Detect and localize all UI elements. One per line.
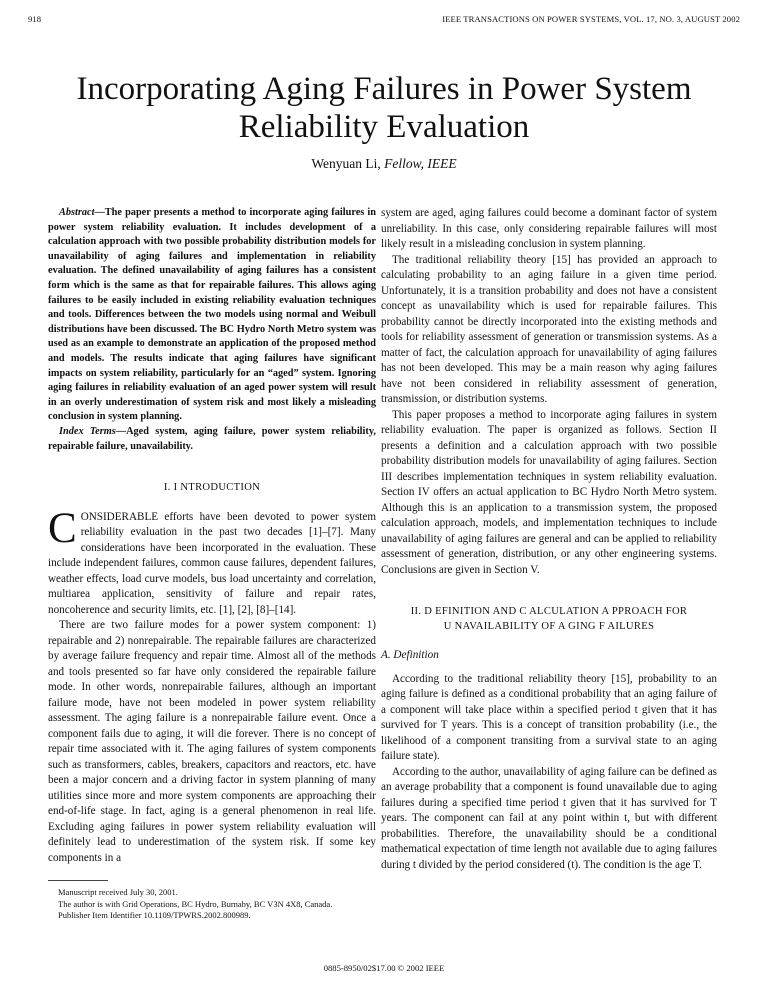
copyright-line: 0885-8950/02$17.00 © 2002 IEEE bbox=[323, 963, 445, 973]
intro-paragraph-3: The traditional reliability theory [15] has provided an approach to calculating probability to an aging failure in a given time period. Unfortunately, it is a transition probability and does not have a consistent concept as unavailability which is used for repairable failures. This probability cannot be directly incorporated into the existing methods and tools for reliability assessment of generation or transmission systems. As a matter of fact, the calculation approach for unavailability of aging failures has not been developed. This may be a main reason why aging failures have not been considered in reliability assessment of generation, transmission, or distribution systems. bbox=[381, 253, 717, 405]
section-heading-introduction: I. I NTRODUCTION bbox=[163, 482, 261, 494]
author-affiliation: Fellow, IEEE bbox=[384, 156, 457, 171]
intro-paragraph-4: This paper proposes a method to incorporate aging failures in system reliability evaluation. The paper is organized as follows. Section II presents a definition and a calculation approach with two possible probability distribution models for unavailability of aging failures. Section III describes implementation techniques in system reliability evaluation. Section IV offers an actual application to BC Hydro North Metro system. Although this is an application to a transmission system, the proposed calculation approach, models, and implementation techniques to include unavailability of aging failures are general and can be applied to reliability assessment of generation, distribution, or any other engineering systems. Conclusions are given in Section V. bbox=[381, 408, 717, 576]
title-line-1: Incorporating Aging Failures in Power System bbox=[76, 71, 692, 107]
section-2-heading-line-2: U NAVAILABILITY OF A GING F AILURES bbox=[443, 621, 655, 632]
paper-title bbox=[40, 70, 728, 146]
definition-paragraph-2: According to the author, unavailability of aging failure can be defined as an average probability that a component is found unavailable due to aging failures during a specified time period t given that it has survived for T years. The component can fail at any point within t, but with different probabilities. Therefore, the unavailability should be a conditional mathematical expectation of time length not available due to aging failures during t divided by the period considered (t). The condition is the age T. bbox=[381, 765, 717, 871]
abstract-text: —The paper presents a method to incorporate aging failures in power system reliability evaluation. It includes development of a calculation approach with two possible probability distribution models for unavailability of aging failures and implementation in reliability evaluation. The defined unavailability of aging failures has a consistent form which is the same as that for repairable failures. This allows aging failures to be easily included in existing reliability evaluation techniques and tools. Differences between the two models using normal and Weibull distributions have been discussed. The BC Hydro North Metro system was used as an example to demonstrate an application of the proposed method and models. The results indicate that aging failures have significant impacts on system reliability, particularly for an “aged” system. Ignoring aging failures in reliability evaluation of an aged power system will result in an overly underestimation of system risk and most likely a misleading conclusion in system planning. bbox=[48, 207, 376, 423]
title-line-2: Reliability Evaluation bbox=[238, 109, 530, 145]
author-line bbox=[0, 156, 768, 172]
abstract bbox=[48, 206, 376, 425]
drop-cap: C bbox=[48, 504, 77, 552]
abstract-lead: Abstract bbox=[59, 207, 95, 218]
author-name: Wenyuan Li, bbox=[311, 156, 385, 171]
definition-paragraph-1: According to the traditional reliability theory [15], probability to an aging failure is defined as a conditional probability that an aging failure of a component will take place within a specified period t given that it has survived for T years. This is a concept of transition probability (i.e., the likelihood of a component transiting from a survival state to an aging failure state). bbox=[381, 672, 717, 762]
footnote-manuscript: Manuscript received July 30, 2001. bbox=[58, 887, 178, 897]
subsection-heading-definition: A. Definition bbox=[381, 649, 439, 661]
footnotes bbox=[48, 880, 376, 922]
intro-paragraph-2-continued: system are aged, aging failures could become a dominant factor of system unreliability. In this case, only considering repairable failures will most likely result in a misleading conclusion in system planning. bbox=[381, 207, 717, 250]
left-column bbox=[48, 206, 376, 866]
journal-citation: IEEE TRANSACTIONS ON POWER SYSTEMS, VOL. 17, NO. 3, AUGUST 2002 bbox=[442, 14, 740, 24]
page-number: 918 bbox=[28, 14, 42, 24]
section-heading-definition bbox=[381, 604, 717, 634]
footnote-affiliation: The author is with Grid Operations, BC Hydro, Burnaby, BC V3N 4X8, Canada. bbox=[58, 898, 333, 909]
index-terms-text: —Aged system, aging failure, power system reliability, repairable failure, unavailability. bbox=[48, 425, 376, 452]
intro-paragraph-1-text: ONSIDERABLE efforts have been devoted to power system reliability evaluation in the past two decades [1]–[7]. Many considerations have been incorporated in the evaluation. These include independent failures, common cause failures, dependent failures, weather effects, load curve models, bus load uncertainty and correlation, multiarea application, sensitivity of failure and repair rates, noncoherence and security limits, etc. [1], [2], [8]–[14]. bbox=[48, 510, 376, 616]
index-terms bbox=[48, 425, 376, 454]
footnote-publisher-id: Publisher Item Identifier 10.1109/TPWRS.2002.800989. bbox=[58, 910, 251, 920]
intro-paragraph-2: There are two failure modes for a power system component: 1) repairable and 2) nonrepairable. The repairable failures are characterized by average failure frequency and repair time. Almost all of the methods and tools presented so far have only considered the repairable failure mode. In other words, nonrepairable failures, although an important failure mode, have not been modeled in power system reliability assessment. The aging failure is a nonrepairable failure event. Once a component fails due to aging, it will die forever. There is no concept of repair time associated with it. The aging failures of system components such as transformers, cables, breakers, capacitors and reactors, etc. have been a major concern and a driving factor in system planning of many utilities since more and more system components are approaching their end-of-life stage. In fact, aging is a general phenomenon in real life. Excluding aging failures in power system reliability evaluation will definitely lead to underestimation of the system risk. If some key components in a bbox=[48, 619, 376, 864]
footnote-divider bbox=[48, 880, 108, 881]
index-terms-lead: Index Terms bbox=[59, 425, 116, 437]
section-2-heading-line-1: II. D EFINITION AND C ALCULATION A PPROACH FOR bbox=[410, 606, 688, 617]
right-column bbox=[381, 206, 717, 873]
intro-paragraph-1 bbox=[48, 504, 376, 619]
